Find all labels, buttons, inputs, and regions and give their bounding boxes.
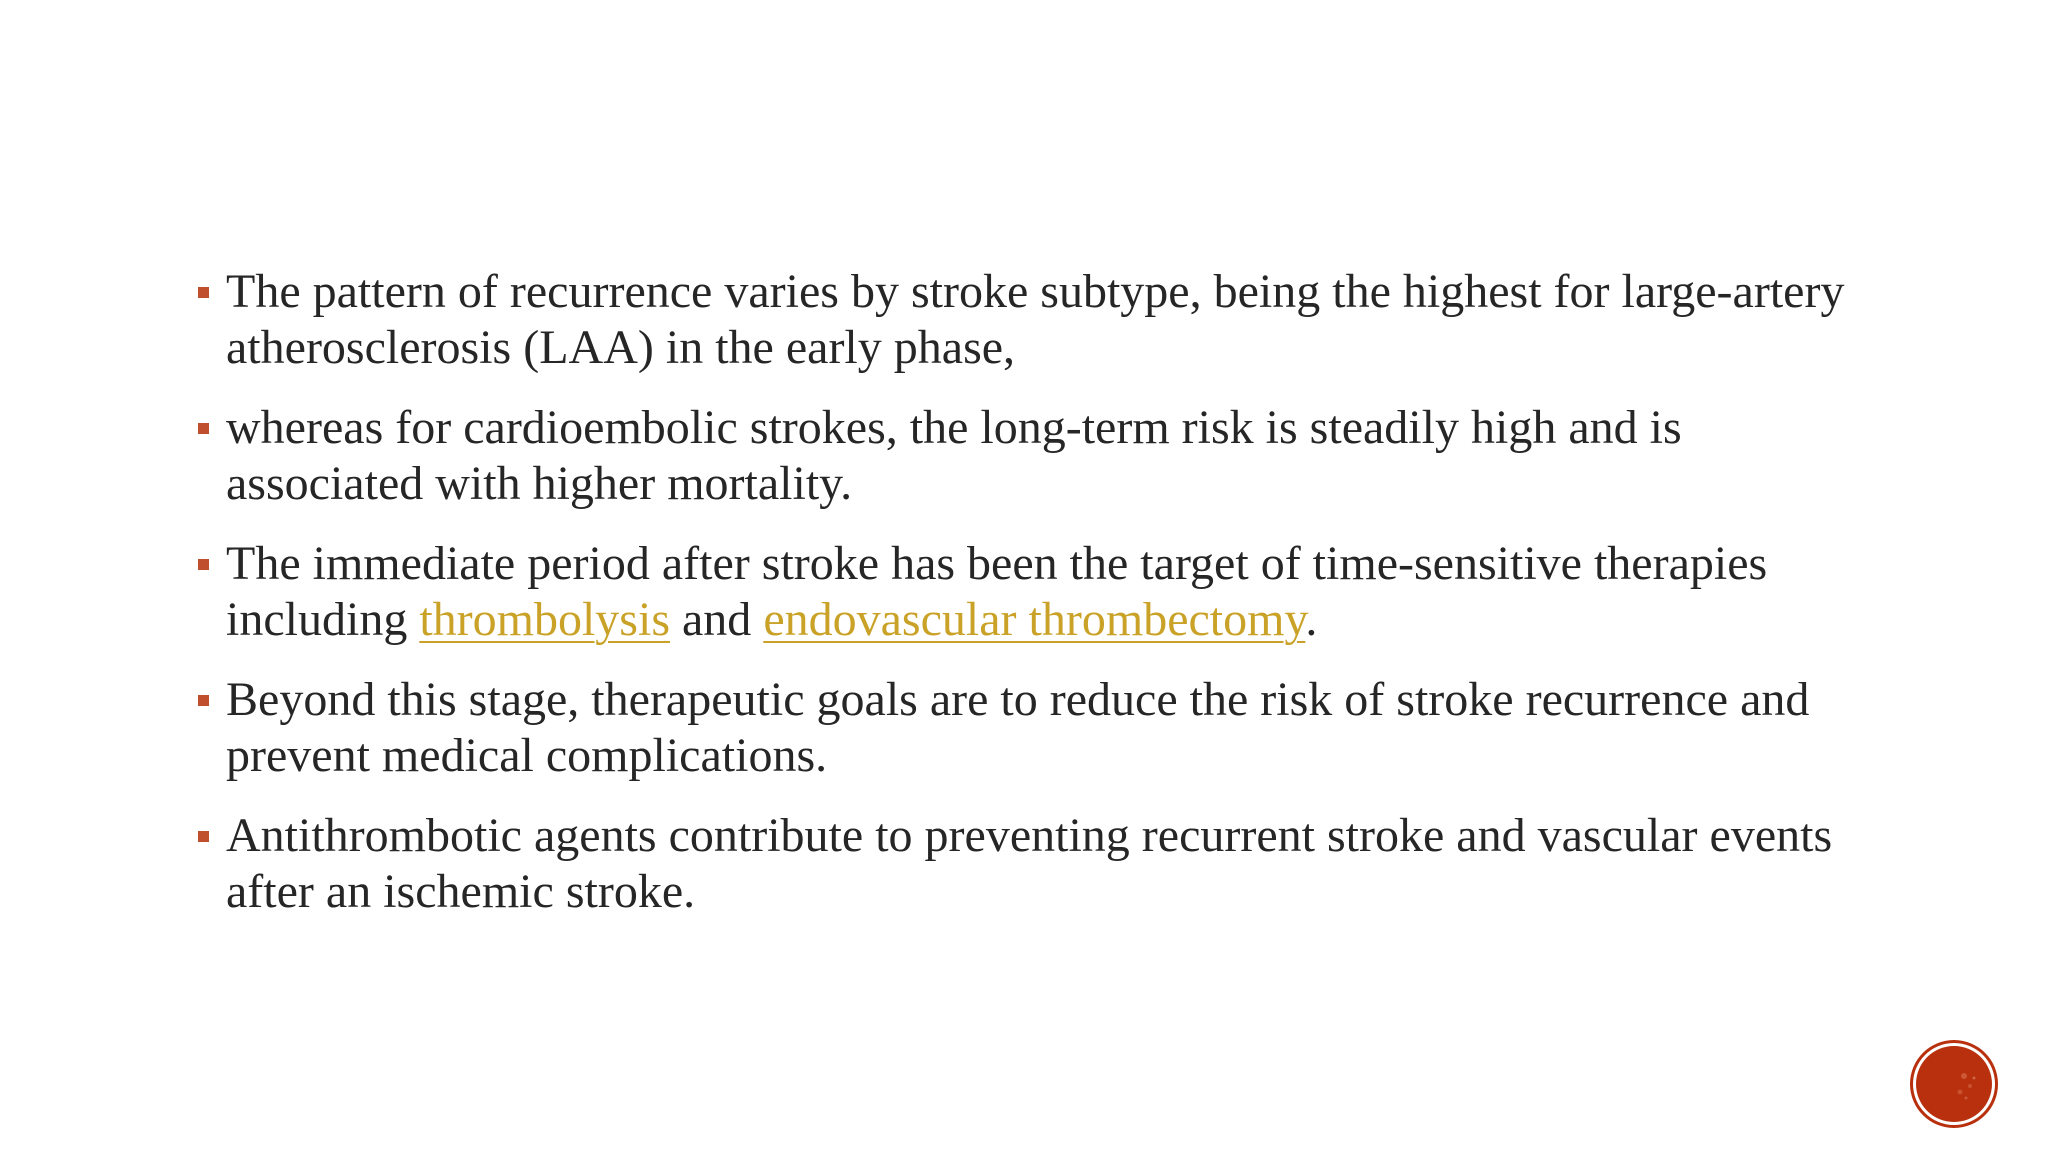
bullet-text: The pattern of recurrence varies by stroke subtype, being the highest for large-artery atherosclerosis (LAA) in the early phase, xyxy=(226,265,1845,374)
bullet-text-before: The immediate period after stroke has been the target of time-sensitive therapies including xyxy=(226,537,1768,646)
circle-badge-texture xyxy=(1916,1046,1992,1122)
bullet-text-middle: and xyxy=(670,593,764,646)
square-bullet-icon xyxy=(198,831,209,842)
endovascular-thrombectomy-link[interactable]: endovascular thrombectomy xyxy=(763,593,1306,646)
bullet-list xyxy=(196,264,1856,944)
bullet-text: Antithrombotic agents contribute to preventing recurrent stroke and vascular events after an ischemic stroke. xyxy=(226,809,1833,918)
circle-badge-icon[interactable] xyxy=(1916,1046,1992,1122)
bullet-text: Beyond this stage, therapeutic goals are to reduce the risk of stroke recurrence and prevent medical complications. xyxy=(226,673,1810,782)
bullet-text-after: . xyxy=(1305,593,1318,646)
square-bullet-icon xyxy=(198,559,209,570)
bullet-item xyxy=(196,264,1856,376)
bullet-item xyxy=(196,536,1856,648)
bullet-item xyxy=(196,808,1856,920)
bullet-item xyxy=(196,400,1856,512)
bullet-item xyxy=(196,672,1856,784)
square-bullet-icon xyxy=(198,287,209,298)
thrombolysis-link[interactable]: thrombolysis xyxy=(419,593,670,646)
square-bullet-icon xyxy=(198,423,209,434)
square-bullet-icon xyxy=(198,695,209,706)
bullet-text: whereas for cardioembolic strokes, the long-term risk is steadily high and is associated with higher mortality. xyxy=(226,401,1682,510)
